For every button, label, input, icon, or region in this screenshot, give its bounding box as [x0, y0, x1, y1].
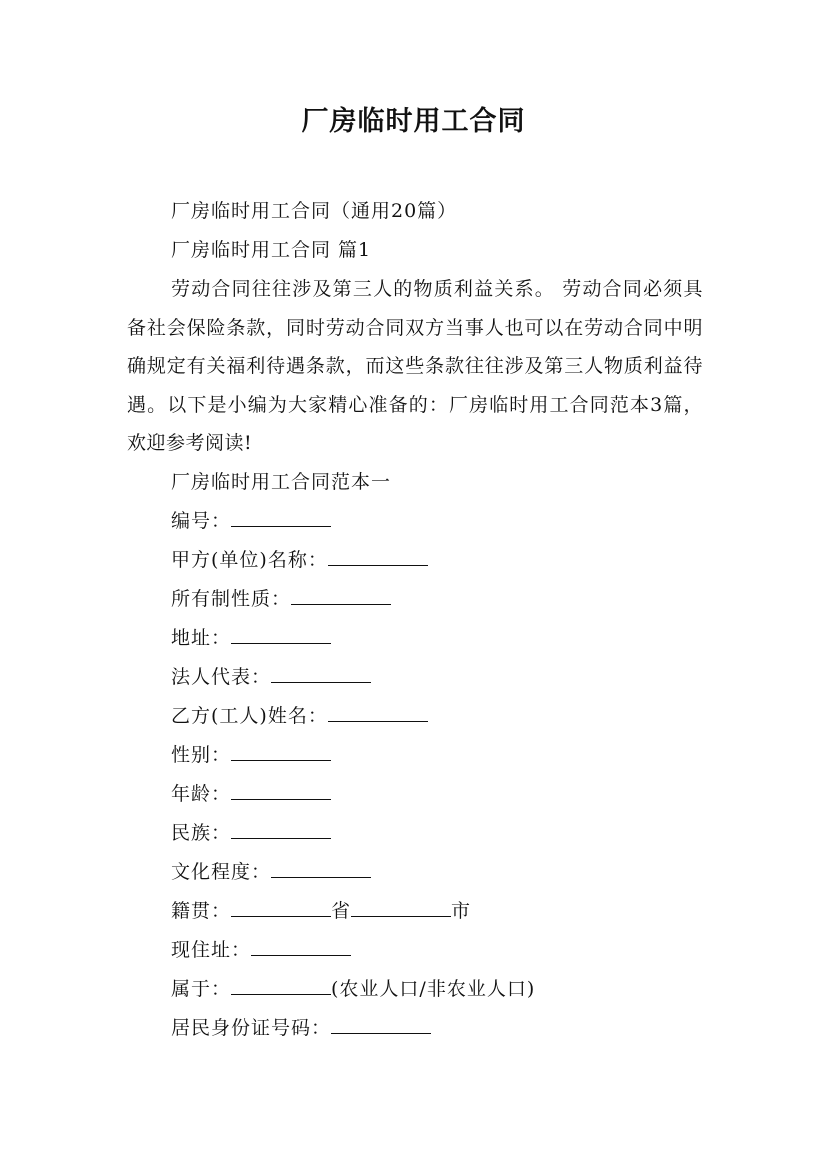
- blank-line: [231, 898, 331, 917]
- blank-line: [231, 820, 331, 839]
- field-id-number: [171, 1015, 431, 1041]
- field-ownership: [171, 586, 391, 612]
- field-label: 现住址：: [171, 939, 252, 961]
- city-label: 市: [451, 900, 472, 922]
- blank-line: [291, 586, 391, 605]
- field-label: 地址：: [171, 627, 232, 649]
- document-subtitle: 厂房临时用工合同（通用20篇）: [171, 200, 458, 222]
- field-label: 年龄：: [171, 783, 232, 805]
- field-party-a-name: [171, 547, 428, 573]
- blank-line: [328, 547, 428, 566]
- field-native-place: [171, 898, 471, 924]
- sample-heading: 厂房临时用工合同范本一: [171, 471, 392, 493]
- field-address: [171, 625, 331, 651]
- intro-paragraph: 劳动合同往往涉及第三人的物质利益关系。 劳动合同必须具备社会保险条款，同时劳动合同双方当事人也可以在劳动合同中明确规定有关福利待遇条款，而这些条款往往涉及第三人物质利益待遇。以下是小编为大家精心准备的：厂房临时用工合同范本3篇，欢迎参考阅读!: [127, 278, 703, 454]
- blank-line: [251, 937, 351, 956]
- field-legal-rep: [171, 664, 371, 690]
- blank-line: [231, 976, 331, 995]
- document-title: 厂房临时用工合同: [301, 106, 526, 137]
- blank-line: [331, 1015, 431, 1034]
- field-label: 民族：: [171, 822, 232, 844]
- blank-line: [231, 625, 331, 644]
- field-label: 性别：: [171, 744, 232, 766]
- field-label: 编号：: [171, 510, 232, 532]
- province-label: 省: [331, 900, 352, 922]
- blank-line: [231, 742, 331, 761]
- field-number: [171, 508, 331, 534]
- blank-line: [271, 859, 371, 878]
- field-label: 乙方(工人)姓名：: [171, 705, 328, 727]
- blank-line: [231, 781, 331, 800]
- field-current-address: [171, 937, 351, 963]
- household-type: (农业人口/非农业人口): [331, 978, 536, 1000]
- field-education: [171, 859, 371, 885]
- field-belongs-to: [171, 976, 535, 1002]
- field-label: 法人代表：: [171, 666, 272, 688]
- blank-line: [231, 508, 331, 527]
- section-heading: 厂房临时用工合同 篇1: [171, 239, 372, 261]
- field-ethnicity: [171, 820, 331, 846]
- field-gender: [171, 742, 331, 768]
- field-label: 甲方(单位)名称：: [171, 549, 328, 571]
- blank-line: [328, 703, 428, 722]
- field-label: 属于：: [171, 978, 232, 1000]
- field-label: 文化程度：: [171, 861, 272, 883]
- field-label: 居民身份证号码：: [171, 1017, 332, 1039]
- blank-line: [271, 664, 371, 683]
- field-party-b-name: [171, 703, 428, 729]
- field-label: 所有制性质：: [171, 588, 292, 610]
- blank-line: [351, 898, 451, 917]
- field-label: 籍贯：: [171, 900, 232, 922]
- field-age: [171, 781, 331, 807]
